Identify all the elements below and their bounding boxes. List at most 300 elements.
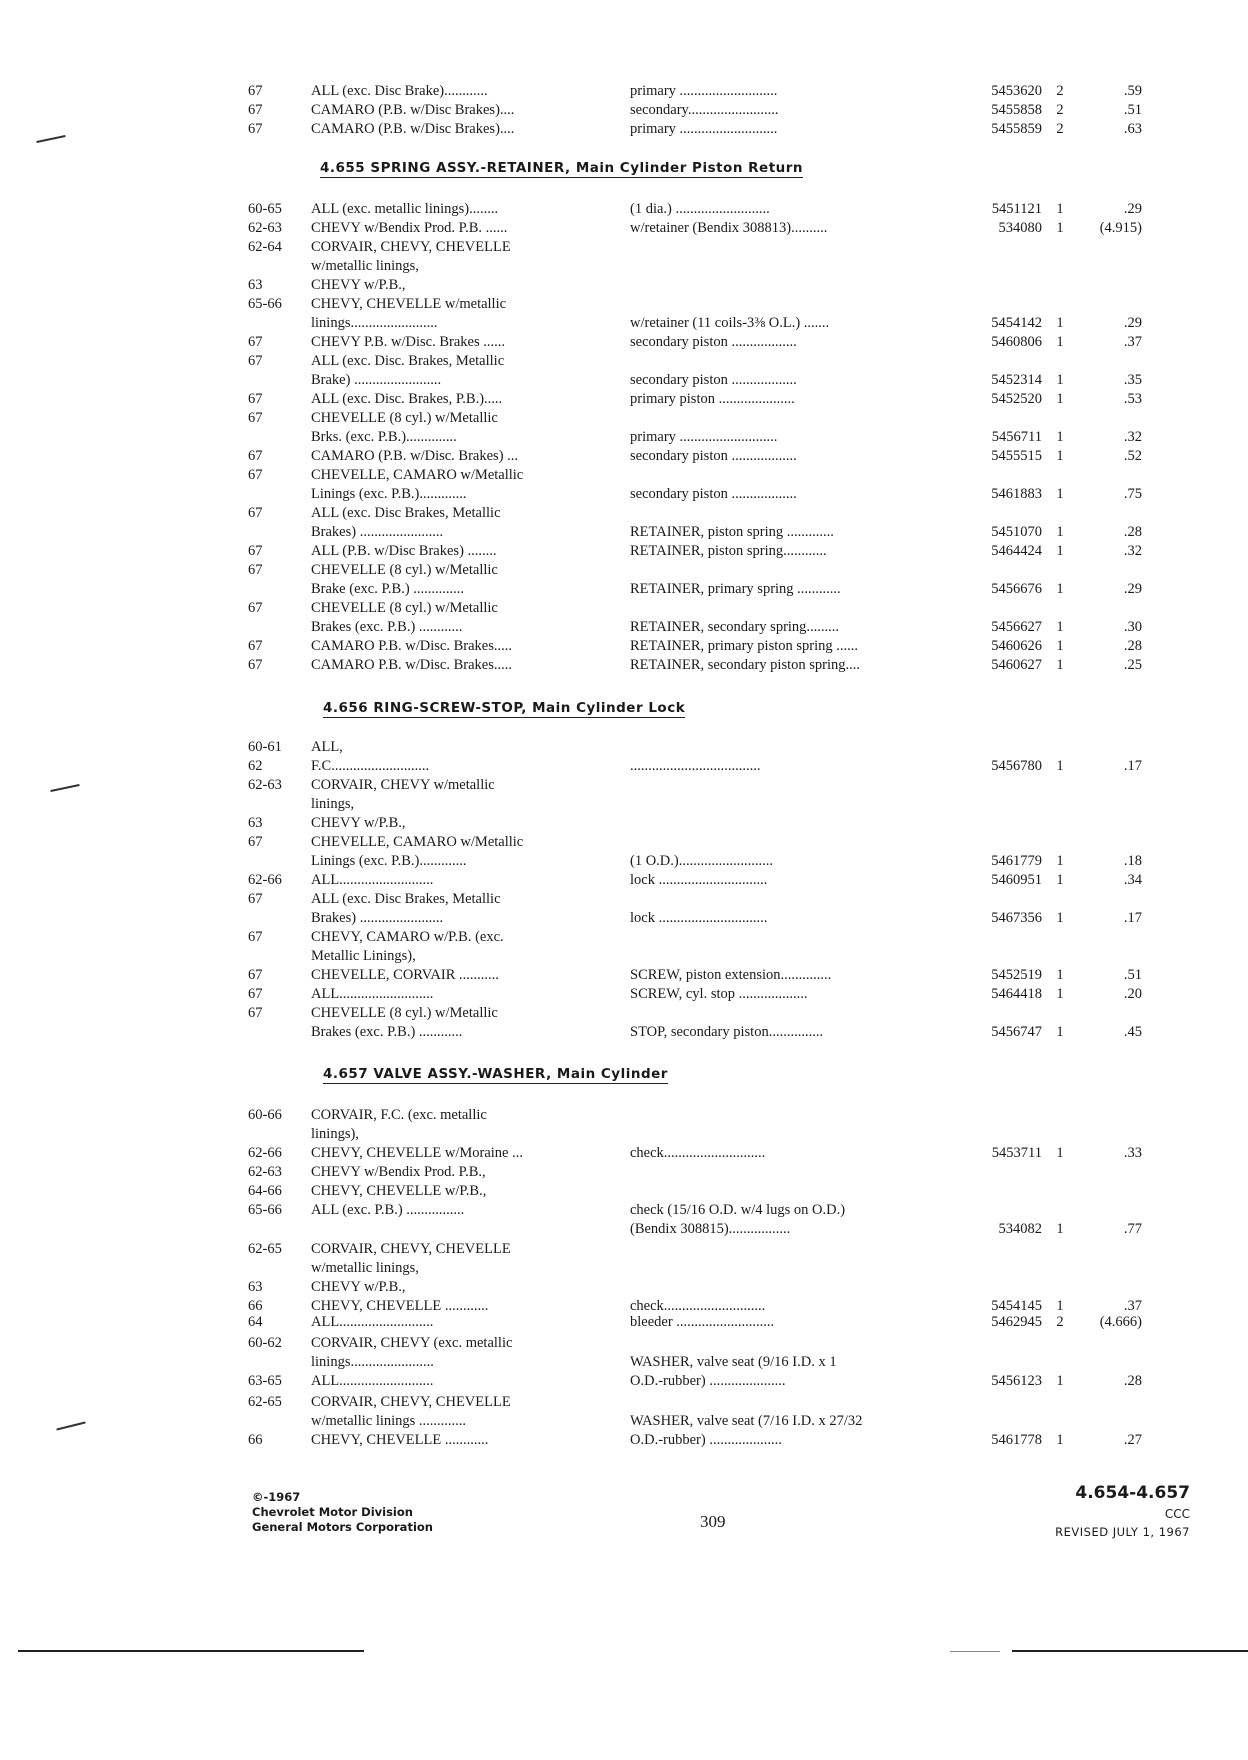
footer-publisher <box>252 1490 433 1535</box>
year-cell: 67 <box>248 562 263 578</box>
quantity-cell: 2 <box>1056 83 1064 99</box>
description-cell: bleeder ........................... <box>630 1314 775 1330</box>
table-row <box>0 909 1248 929</box>
quantity-cell: 2 <box>1056 1314 1064 1330</box>
application-cell: CORVAIR, CHEVY, CHEVELLE <box>311 1241 511 1257</box>
quantity-cell: 1 <box>1056 1145 1064 1161</box>
part-number-cell: 534080 <box>998 220 1042 236</box>
year-cell: 67 <box>248 391 263 407</box>
division-text: Chevrolet Motor Division <box>252 1505 413 1519</box>
table-row <box>0 257 1248 277</box>
description-cell: primary piston ..................... <box>630 391 795 407</box>
quantity-cell: 1 <box>1056 220 1064 236</box>
application-cell: ALL (exc. Disc Brakes, Metallic <box>311 505 501 521</box>
table-row <box>0 1353 1248 1373</box>
year-cell: 60-66 <box>248 1107 282 1123</box>
year-cell: 62-65 <box>248 1241 282 1257</box>
application-cell: ALL (exc. Disc Brakes, Metallic <box>311 891 501 907</box>
price-cell: .37 <box>1123 1298 1142 1314</box>
table-row <box>0 1220 1248 1240</box>
part-number-cell: 5451070 <box>991 524 1042 540</box>
table-row <box>0 276 1248 296</box>
table-row <box>0 295 1248 315</box>
application-cell: CAMARO P.B. w/Disc. Brakes..... <box>311 657 512 673</box>
application-cell: CHEVELLE (8 cyl.) w/Metallic <box>311 562 498 578</box>
year-cell: 60-61 <box>248 739 282 755</box>
table-row <box>0 1334 1248 1354</box>
year-cell: 62-63 <box>248 777 282 793</box>
quantity-cell: 1 <box>1056 758 1064 774</box>
section-title: 4.656 RING-SCREW-STOP, Main Cylinder Lock <box>323 700 686 716</box>
table-row <box>0 656 1248 676</box>
description-cell: secondary piston .................. <box>630 334 797 350</box>
application-cell: CAMARO (P.B. w/Disc Brakes).... <box>311 121 515 137</box>
table-row <box>0 1431 1248 1451</box>
application-cell: CAMARO (P.B. w/Disc. Brakes) ... <box>311 448 519 464</box>
application-cell: w/metallic linings, <box>311 258 419 274</box>
year-cell: 62-65 <box>248 1394 282 1410</box>
table-row <box>0 1412 1248 1432</box>
description-cell: RETAINER, piston spring............ <box>630 543 827 559</box>
table-row <box>0 314 1248 334</box>
description-cell: secondary......................... <box>630 102 779 118</box>
quantity-cell: 1 <box>1056 315 1064 331</box>
quantity-cell: 1 <box>1056 638 1064 654</box>
table-row <box>0 1163 1248 1183</box>
application-cell: CHEVELLE (8 cyl.) w/Metallic <box>311 410 498 426</box>
year-cell: 67 <box>248 891 263 907</box>
application-cell: ALL (exc. P.B.) ................ <box>311 1202 465 1218</box>
application-cell: linings....................... <box>311 1354 434 1370</box>
description-cell: WASHER, valve seat (9/16 I.D. x 1 <box>630 1354 837 1370</box>
price-cell: .17 <box>1123 910 1142 926</box>
description-cell: lock .............................. <box>630 872 768 888</box>
year-cell: 64-66 <box>248 1183 282 1199</box>
quantity-cell: 1 <box>1056 657 1064 673</box>
description-cell: secondary piston .................. <box>630 486 797 502</box>
quantity-cell: 1 <box>1056 581 1064 597</box>
price-cell: .45 <box>1123 1024 1142 1040</box>
application-cell: CHEVY, CHEVELLE ............ <box>311 1298 489 1314</box>
application-cell: CORVAIR, F.C. (exc. metallic <box>311 1107 487 1123</box>
price-cell: .18 <box>1123 853 1142 869</box>
table-row <box>0 871 1248 891</box>
year-cell: 63 <box>248 1279 263 1295</box>
application-cell: ALL (exc. Disc. Brakes, P.B.)..... <box>311 391 503 407</box>
application-cell: CHEVY w/P.B., <box>311 277 406 293</box>
table-row <box>0 523 1248 543</box>
application-cell: Brake) ........................ <box>311 372 442 388</box>
table-row <box>0 833 1248 853</box>
table-row <box>0 1393 1248 1413</box>
year-cell: 62-66 <box>248 872 282 888</box>
application-cell: ALL (exc. metallic linings)........ <box>311 201 499 217</box>
year-cell: 67 <box>248 102 263 118</box>
year-cell: 67 <box>248 121 263 137</box>
revision-date: REVISED JULY 1, 1967 <box>1055 1525 1190 1539</box>
quantity-cell: 2 <box>1056 102 1064 118</box>
description-cell: WASHER, valve seat (7/16 I.D. x 27/32 <box>630 1413 863 1429</box>
table-row <box>0 776 1248 796</box>
table-row <box>0 390 1248 410</box>
part-number-cell: 5456123 <box>991 1373 1042 1389</box>
part-number-cell: 5460626 <box>991 638 1042 654</box>
quantity-cell: 1 <box>1056 967 1064 983</box>
description-cell: (1 O.D.).......................... <box>630 853 773 869</box>
description-cell: SCREW, piston extension.............. <box>630 967 832 983</box>
price-cell: (4.915) <box>1099 220 1142 236</box>
table-row <box>0 1240 1248 1260</box>
part-number-cell: 5453620 <box>991 83 1042 99</box>
description-cell: .................................... <box>630 758 761 774</box>
table-row <box>0 238 1248 258</box>
part-number-cell: 5454142 <box>991 315 1042 331</box>
table-row <box>0 580 1248 600</box>
application-cell: ALL.......................... <box>311 1373 434 1389</box>
year-cell: 62-63 <box>248 1164 282 1180</box>
application-cell: CAMARO P.B. w/Disc. Brakes..... <box>311 638 512 654</box>
year-cell: 62-63 <box>248 220 282 236</box>
table-row <box>0 985 1248 1005</box>
price-cell: .59 <box>1123 83 1142 99</box>
quantity-cell: 1 <box>1056 853 1064 869</box>
description-cell: check (15/16 O.D. w/4 lugs on O.D.) <box>630 1202 846 1218</box>
application-cell: CHEVY, CHEVELLE w/P.B., <box>311 1183 487 1199</box>
application-cell: CHEVY w/P.B., <box>311 1279 406 1295</box>
year-cell: 62 <box>248 758 263 774</box>
table-row <box>0 1313 1248 1333</box>
price-cell: .63 <box>1123 121 1142 137</box>
group-range: 4.654-4.657 <box>1075 1483 1190 1503</box>
application-cell: linings), <box>311 1126 359 1142</box>
table-row <box>0 219 1248 239</box>
table-row <box>0 1144 1248 1164</box>
copyright-text: ©-1967 <box>252 1490 301 1504</box>
price-cell: .30 <box>1123 619 1142 635</box>
price-cell: .32 <box>1123 429 1142 445</box>
quantity-cell: 1 <box>1056 619 1064 635</box>
year-cell: 67 <box>248 448 263 464</box>
price-cell: .35 <box>1123 372 1142 388</box>
table-row <box>0 101 1248 121</box>
description-cell: (Bendix 308815)................. <box>630 1221 791 1237</box>
application-cell: ALL (P.B. w/Disc Brakes) ........ <box>311 543 497 559</box>
application-cell: CHEVELLE (8 cyl.) w/Metallic <box>311 600 498 616</box>
quantity-cell: 1 <box>1056 429 1064 445</box>
application-cell: linings, <box>311 796 355 812</box>
part-number-cell: 5460627 <box>991 657 1042 673</box>
table-row <box>0 352 1248 372</box>
price-cell: .20 <box>1123 986 1142 1002</box>
year-cell: 62-66 <box>248 1145 282 1161</box>
part-number-cell: 534082 <box>998 1221 1042 1237</box>
table-row <box>0 757 1248 777</box>
price-cell: .29 <box>1123 315 1142 331</box>
part-number-cell: 5452519 <box>991 967 1042 983</box>
year-cell: 65-66 <box>248 1202 282 1218</box>
quantity-cell: 1 <box>1056 334 1064 350</box>
price-cell: .29 <box>1123 581 1142 597</box>
application-cell: CHEVY w/Bendix Prod. P.B. ...... <box>311 220 508 236</box>
description-cell: check............................ <box>630 1298 766 1314</box>
quantity-cell: 1 <box>1056 986 1064 1002</box>
part-number-cell: 5461883 <box>991 486 1042 502</box>
year-cell: 67 <box>248 410 263 426</box>
part-number-cell: 5456676 <box>991 581 1042 597</box>
application-cell: CORVAIR, CHEVY, CHEVELLE <box>311 1394 511 1410</box>
year-cell: 66 <box>248 1432 263 1448</box>
table-row <box>0 200 1248 220</box>
part-number-cell: 5467356 <box>991 910 1042 926</box>
table-row <box>0 120 1248 140</box>
table-row <box>0 542 1248 562</box>
table-row <box>0 1201 1248 1221</box>
table-row <box>0 795 1248 815</box>
application-cell: CORVAIR, CHEVY (exc. metallic <box>311 1335 513 1351</box>
description-cell: primary ........................... <box>630 429 778 445</box>
year-cell: 67 <box>248 600 263 616</box>
application-cell: CHEVY, CHEVELLE w/metallic <box>311 296 507 312</box>
page-number: 309 <box>700 1512 726 1531</box>
application-cell: CORVAIR, CHEVY w/metallic <box>311 777 495 793</box>
application-cell: w/metallic linings ............. <box>311 1413 467 1429</box>
table-row <box>0 447 1248 467</box>
part-number-cell: 5452314 <box>991 372 1042 388</box>
application-cell: ALL (exc. Disc. Brakes, Metallic <box>311 353 505 369</box>
description-cell: secondary piston .................. <box>630 448 797 464</box>
price-cell: .29 <box>1123 201 1142 217</box>
table-row <box>0 1372 1248 1392</box>
application-cell: ALL.......................... <box>311 986 434 1002</box>
application-cell: ALL.......................... <box>311 1314 434 1330</box>
year-cell: 67 <box>248 1005 263 1021</box>
year-cell: 64 <box>248 1314 263 1330</box>
table-row <box>0 637 1248 657</box>
table-row <box>0 738 1248 758</box>
description-cell: primary ........................... <box>630 83 778 99</box>
year-cell: 67 <box>248 638 263 654</box>
year-cell: 63 <box>248 815 263 831</box>
part-number-cell: 5461778 <box>991 1432 1042 1448</box>
table-row <box>0 1259 1248 1279</box>
description-cell: secondary piston .................. <box>630 372 797 388</box>
corporation-text: General Motors Corporation <box>252 1520 433 1534</box>
part-number-cell: 5461779 <box>991 853 1042 869</box>
application-cell: Brks. (exc. P.B.).............. <box>311 429 457 445</box>
table-row <box>0 371 1248 391</box>
part-number-cell: 5464424 <box>991 543 1042 559</box>
year-cell: 67 <box>248 967 263 983</box>
quantity-cell: 1 <box>1056 448 1064 464</box>
application-cell: CORVAIR, CHEVY, CHEVELLE <box>311 239 511 255</box>
price-cell: .51 <box>1123 102 1142 118</box>
application-cell: ALL.......................... <box>311 872 434 888</box>
table-row <box>0 1278 1248 1298</box>
quantity-cell: 1 <box>1056 201 1064 217</box>
description-cell: O.D.-rubber) .................... <box>630 1432 782 1448</box>
bottom-rule-dash <box>950 1651 1000 1652</box>
price-cell: .34 <box>1123 872 1142 888</box>
application-cell: CHEVELLE, CORVAIR ........... <box>311 967 499 983</box>
section-title: 4.657 VALVE ASSY.-WASHER, Main Cylinder <box>323 1066 668 1082</box>
year-cell: 66 <box>248 1298 263 1314</box>
part-number-cell: 5452520 <box>991 391 1042 407</box>
part-number-cell: 5454145 <box>991 1298 1042 1314</box>
table-row <box>0 814 1248 834</box>
description-cell: STOP, secondary piston............... <box>630 1024 824 1040</box>
year-cell: 63 <box>248 277 263 293</box>
price-cell: .37 <box>1123 334 1142 350</box>
part-number-cell: 5456747 <box>991 1024 1042 1040</box>
part-number-cell: 5453711 <box>991 1145 1042 1161</box>
quantity-cell: 1 <box>1056 372 1064 388</box>
year-cell: 67 <box>248 83 263 99</box>
part-number-cell: 5455859 <box>991 121 1042 137</box>
quantity-cell: 1 <box>1056 1373 1064 1389</box>
application-cell: Linings (exc. P.B.)............. <box>311 486 467 502</box>
footer-group-info <box>1055 1483 1190 1539</box>
table-row <box>0 890 1248 910</box>
part-number-cell: 5455515 <box>991 448 1042 464</box>
table-row <box>0 466 1248 486</box>
year-cell: 62-64 <box>248 239 282 255</box>
price-cell: .28 <box>1123 1373 1142 1389</box>
application-cell: ALL (exc. Disc Brake)............ <box>311 83 488 99</box>
application-cell: CHEVELLE (8 cyl.) w/Metallic <box>311 1005 498 1021</box>
year-cell: 67 <box>248 929 263 945</box>
application-cell: CHEVY P.B. w/Disc. Brakes ...... <box>311 334 506 350</box>
description-cell: RETAINER, secondary piston spring.... <box>630 657 861 673</box>
application-cell: CHEVELLE, CAMARO w/Metallic <box>311 467 524 483</box>
section-title: 4.655 SPRING ASSY.-RETAINER, Main Cylinder Piston Return <box>320 160 804 176</box>
price-cell: .51 <box>1123 967 1142 983</box>
application-cell: CHEVELLE, CAMARO w/Metallic <box>311 834 524 850</box>
application-cell: ALL, <box>311 739 343 755</box>
quantity-cell: 1 <box>1056 1432 1064 1448</box>
application-cell: Brake (exc. P.B.) .............. <box>311 581 465 597</box>
table-row <box>0 1004 1248 1024</box>
part-number-cell: 5460806 <box>991 334 1042 350</box>
part-number-cell: 5464418 <box>991 986 1042 1002</box>
description-cell: check............................ <box>630 1145 766 1161</box>
table-row <box>0 928 1248 948</box>
table-row <box>0 561 1248 581</box>
year-cell: 63-65 <box>248 1373 282 1389</box>
year-cell: 67 <box>248 657 263 673</box>
price-cell: .52 <box>1123 448 1142 464</box>
table-row <box>0 1106 1248 1126</box>
description-cell: w/retainer (11 coils-3⅜ O.L.) ....... <box>630 315 830 331</box>
description-cell: RETAINER, secondary spring......... <box>630 619 840 635</box>
price-cell: .75 <box>1123 486 1142 502</box>
price-cell: .28 <box>1123 638 1142 654</box>
bottom-rule-left <box>18 1650 364 1652</box>
year-cell: 67 <box>248 543 263 559</box>
table-row <box>0 852 1248 872</box>
application-cell: Linings (exc. P.B.)............. <box>311 853 467 869</box>
application-cell: Brakes) ....................... <box>311 910 444 926</box>
price-cell: .17 <box>1123 758 1142 774</box>
application-cell: CHEVY w/Bendix Prod. P.B., <box>311 1164 486 1180</box>
table-row <box>0 966 1248 986</box>
part-number-cell: 5456627 <box>991 619 1042 635</box>
application-cell: Brakes (exc. P.B.) ............ <box>311 619 463 635</box>
description-cell: (1 dia.) .......................... <box>630 201 770 217</box>
application-cell: CHEVY, CAMARO w/P.B. (exc. <box>311 929 504 945</box>
quantity-cell: 1 <box>1056 391 1064 407</box>
year-cell: 67 <box>248 505 263 521</box>
table-row <box>0 82 1248 102</box>
year-cell: 65-66 <box>248 296 282 312</box>
price-cell: .32 <box>1123 543 1142 559</box>
quantity-cell: 1 <box>1056 1298 1064 1314</box>
part-number-cell: 5456711 <box>991 429 1042 445</box>
application-cell: CHEVY, CHEVELLE w/Moraine ... <box>311 1145 523 1161</box>
application-cell: CAMARO (P.B. w/Disc Brakes).... <box>311 102 515 118</box>
application-cell: Brakes) ....................... <box>311 524 444 540</box>
bottom-rule-right <box>1012 1650 1248 1652</box>
description-cell: w/retainer (Bendix 308813).......... <box>630 220 828 236</box>
application-cell: CHEVY, CHEVELLE ............ <box>311 1432 489 1448</box>
description-cell: RETAINER, primary piston spring ...... <box>630 638 858 654</box>
group-code: CCC <box>1164 1507 1190 1521</box>
quantity-cell: 1 <box>1056 872 1064 888</box>
year-cell: 67 <box>248 334 263 350</box>
quantity-cell: 1 <box>1056 524 1064 540</box>
quantity-cell: 1 <box>1056 543 1064 559</box>
table-row <box>0 485 1248 505</box>
application-cell: F.C........................... <box>311 758 430 774</box>
quantity-cell: 1 <box>1056 1024 1064 1040</box>
part-number-cell: 5462945 <box>991 1314 1042 1330</box>
price-cell: .77 <box>1123 1221 1142 1237</box>
quantity-cell: 1 <box>1056 910 1064 926</box>
table-row <box>0 947 1248 967</box>
table-row <box>0 504 1248 524</box>
year-cell: 67 <box>248 834 263 850</box>
part-number-cell: 5455858 <box>991 102 1042 118</box>
table-row <box>0 333 1248 353</box>
price-cell: .25 <box>1123 657 1142 673</box>
application-cell: linings........................ <box>311 315 438 331</box>
table-row <box>0 409 1248 429</box>
part-number-cell: 5451121 <box>991 201 1042 217</box>
quantity-cell: 1 <box>1056 486 1064 502</box>
price-cell: (4.666) <box>1099 1314 1142 1330</box>
price-cell: .53 <box>1123 391 1142 407</box>
quantity-cell: 2 <box>1056 121 1064 137</box>
description-cell: SCREW, cyl. stop ................... <box>630 986 808 1002</box>
application-cell: Metallic Linings), <box>311 948 416 964</box>
part-number-cell: 5456780 <box>991 758 1042 774</box>
application-cell: w/metallic linings, <box>311 1260 419 1276</box>
year-cell: 67 <box>248 986 263 1002</box>
year-cell: 60-62 <box>248 1335 282 1351</box>
description-cell: RETAINER, primary spring ............ <box>630 581 841 597</box>
table-row <box>0 1182 1248 1202</box>
description-cell: O.D.-rubber) ..................... <box>630 1373 786 1389</box>
table-row <box>0 428 1248 448</box>
description-cell: lock .............................. <box>630 910 768 926</box>
description-cell: RETAINER, piston spring ............. <box>630 524 834 540</box>
table-row <box>0 618 1248 638</box>
table-row <box>0 1023 1248 1043</box>
price-cell: .27 <box>1123 1432 1142 1448</box>
price-cell: .28 <box>1123 524 1142 540</box>
year-cell: 67 <box>248 353 263 369</box>
price-cell: .33 <box>1123 1145 1142 1161</box>
table-row <box>0 599 1248 619</box>
